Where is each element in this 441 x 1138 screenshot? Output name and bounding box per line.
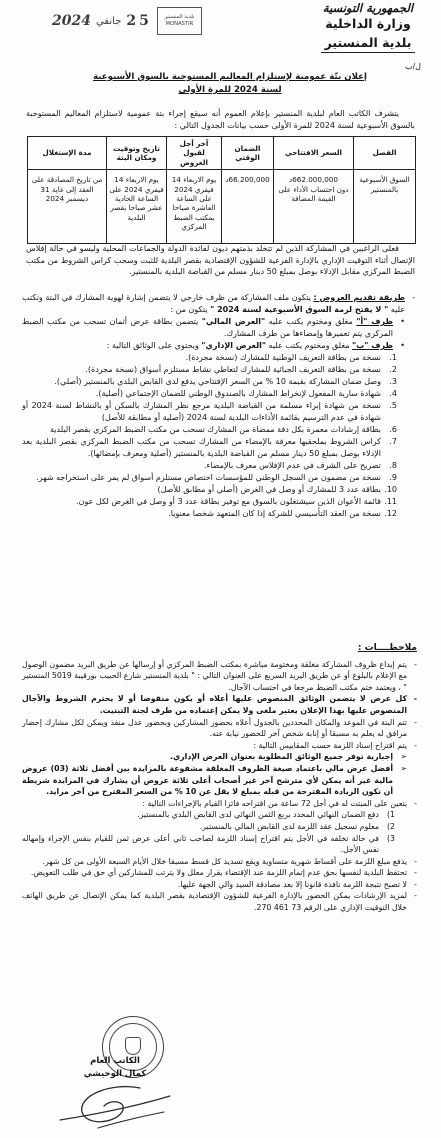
notes-section (22, 643, 417, 914)
column-header-auction: تاريخ وتوقيت ومكان البتة (107, 137, 167, 170)
intro-paragraph: يتشرف الكاتب العام لبلدية المنستير بإعلام العموم أنه سيقع إجراء بتة عمومية لاستلزام المعاليم المستوجبة بالسوق الأسبوعية لسنة 2024 للمرة الأولى حسب بيانات الجدول التالي : (26, 109, 415, 130)
note-text: لمزيد الإرشادات يمكن الحضور بالإدارة الفرعية للشؤون الإقتصادية بقصر البلدية كما يمكن الإتصال عن طريق الهاتف خلال التوقيت الإداري على الرقم 73 461 270. (22, 891, 407, 913)
item-text: بطاقة عدد 3 للمشارك أو وصل في الغرض (أصلي أو مطابق للأصل) (157, 485, 381, 494)
item-text: نسخة من العقد التأسيسي للشركة إذا كان المتعهد شخصا معنويا. (168, 509, 381, 518)
document-item (22, 376, 415, 388)
document-item (22, 472, 415, 484)
item-text: وصل ضمان المشاركة بقيمة 10 % من السعر الإفتتاحي يدفع لدى القابض البلدي بالمنستير (أصلي). (54, 377, 381, 386)
arrow-icon: ➢ (400, 763, 407, 773)
signatory-title: الكاتب العام (90, 1056, 140, 1066)
envelope-b-label: ظرف "ب" (352, 341, 393, 350)
cell-opening-price (274, 170, 354, 244)
stamp-org: بلدية المنستير (164, 14, 195, 20)
note-text: يتعين على المبتت له في أجل 72 ساعة من اقتراحه فائزا القيام بالإجراءات التالية : (142, 798, 407, 808)
letterhead (299, 1, 437, 53)
item-number: 3. (389, 377, 397, 386)
document-item (22, 364, 415, 376)
item-number: 11. (384, 497, 397, 506)
item-number: 12. (384, 509, 397, 518)
dash-marker: - (414, 659, 417, 669)
arrow-icon: ➢ (400, 752, 407, 762)
document-item (22, 400, 415, 424)
step-number: 3) (386, 833, 395, 843)
eligibility-paragraph: فعلى الراغبين في المشاركة الذين لم تتخلد بذمتهم ديون لفائدة الدولة والجماعات المحلية وليسو في حالة إفلاس الإتصال أثناء التوقيت الإداري بالإدارة الفرعية للشؤون الإقتصادية بقصر البلدية للثبت وسحب كراس الشروط من مكتب الضبط المركزي مقابل الإدلاء بوصل بمبلغ 50 دينار مسلم من القباضة البلدية بالمنستير. (26, 244, 415, 277)
dash-marker: - (414, 798, 417, 808)
envelope-a-tail: يتضمن بطاقة عرض أثمان تسحب من مكتب الضبط المركزي يتم تعميرها وإمضاءها من طرف المشارك. (22, 317, 393, 338)
procedure-step (22, 809, 417, 821)
dash-marker: - (414, 879, 417, 889)
procedure-step (22, 833, 417, 856)
column-header-opening-price: السعر الافتتاحي (274, 137, 354, 170)
notes-heading: ملاحظــــات : (357, 643, 417, 653)
submission-tail: يتكون من : (170, 305, 208, 314)
step-number: 1) (386, 810, 395, 820)
table-header-row (28, 137, 416, 170)
step-number: 2) (386, 821, 395, 831)
column-header-guarantee: الضمان الوقتي (222, 137, 274, 170)
cell-auction: يوم الاربعاء 14 فيفري 2024 على الساعة الحادية عشر صباحا بقصر البلدية (107, 170, 167, 244)
signatory-name: كمال الوحيشي (83, 1069, 147, 1079)
item-text: بطاقة إرشادات معمرة بكل دقة ممضاة من المشارك تسحب من مكتب الضبط المركزي بقصر البلدية (50, 425, 381, 434)
item-number: 10. (384, 485, 397, 494)
item-text: تصريح على الشرف في عدم الإفلاس معرف بالإمضاء. (204, 461, 381, 470)
note-text: تحتفظ البلدية لنفسها بحق عدم إتمام اللزمة عند الإقتضاء بقرار معلل ولا يترتب للمشاركين أي حق في طلب التعويض. (30, 868, 407, 878)
note-text: يتم إيداع ظروف المشاركة مغلقة ومختومة مباشرة بمكتب الضبط المركزي أو إرسالها عن طريق البريد مضمون الوصول مع الإعلام بالبلوغ أو عن طريق البريد السريع على العنوان التالي : " بلدية المنستير شارع الحبيب بورقيبة 5019 المنستير " ، ويعتمد ختم مكتب الضبط مرجعا في احتساب الآجال. (22, 659, 408, 692)
item-number: 5. (389, 401, 397, 410)
item-text: كراس الشروط بملحقيها معرفة بالإمضاء من المشارك تسحب من مكتب الضبط المركزي بقصر البلدية بعد الإدلاء بوصل بمبلغ 50 دينار مسلم من القباضة البلدية بالمنستير (أصلية ومعرف بإمضائها). (22, 437, 381, 458)
item-number: 1. (389, 353, 397, 362)
document-item (22, 508, 415, 520)
item-number: 8. (389, 461, 397, 470)
dash-marker: - (414, 856, 417, 866)
reference-code: ل/ب (404, 62, 421, 71)
notice-title (55, 71, 405, 97)
document-item (22, 424, 415, 436)
title-line-1: إعلان بتّة عمومية لإستلزام المعاليم المستوجبة بالسوق الأسبوعية (93, 72, 367, 82)
item-text: نسخة من بطاقة التعريف الجبائية للمشارك لتعاطي نشاط مستلزم أسواق (نسخة مجردة). (85, 365, 381, 374)
guarantee-value: 66.200,000د (225, 175, 270, 185)
ministry-name: وزارة الداخلية (325, 16, 411, 31)
handwritten-signature (52, 1082, 178, 1132)
note-item (22, 740, 417, 752)
criteria-text: أفضل عرض مالي باعتماد صيغة الظروف المغلقة مشفوعة بالمزايدة بين أفضل ثلاثة (03) عروض مالية غير أنه يمكن لأي مترشح آخر غير أصحاب أعلى ثلاثة عروض أن يشارك في المزايدة شريطة أن تكون الزيادة المقترحة من قبله بمبلغ لا يقل عن 10 % من السعر المقترح من آخر مزايد. (22, 763, 393, 797)
tender-table (27, 136, 416, 244)
opening-price-value: 662.000,000د (289, 175, 338, 185)
step-text: معلوم تسجيل عقد اللزمة لدى القابض المالي بالمنستير. (199, 821, 379, 831)
criteria-text: إجبارية توفر جميع الوثائق المطلوبة بعنوان العرض الإداري. (170, 752, 393, 762)
note-item (22, 717, 417, 740)
column-header-deadline: آخر أجل لقبول العروض (167, 137, 222, 170)
step-text: دفع الضمان النهائي المحدد بربع الثمن النهائي لدى القابض البلدي بالمنستير. (137, 810, 379, 820)
document-item (22, 496, 415, 508)
opening-price-note: دون احتساب الأداء على القيمة المضافة (278, 184, 349, 204)
dash-marker: - (413, 694, 417, 704)
item-text: نسخة من بطاقة التعريف الوطنية للمشارك (نسخة مجردة). (185, 353, 381, 362)
submission-section (22, 292, 415, 520)
envelope-b (22, 340, 415, 352)
cell-duration: من تاريخ المصادقة على العقد إلى غاية 31 ديسمبر 2024 (28, 170, 107, 244)
note-text: يتم اقتراح إسناد اللزمة حسب المقاييس التالية : (253, 740, 407, 750)
dash-marker: - (414, 868, 417, 878)
note-item (22, 867, 417, 879)
signatory-block (65, 1055, 165, 1081)
cell-deadline: يوم الاربعاء 14 فيفري 2024 على الساعة العاشرة صباحا بمكتب الضبط المركزي (167, 170, 222, 244)
item-text: نسخة من شهادة إبراء مسلمة من القباضة البلدية مرجع نظر المشارك بالسكن أو بالنشاط لسنة 2024 أو شهادة في عدم الترسيم بقائمة الأداءات البلدية لسنة 2024 (أصلية أو مطابقة للأصل) (22, 401, 381, 422)
title-line-2: لسنة 2024 للمرة الأولى (178, 85, 282, 95)
submission-text: يتكون ملف المشاركة من ظرف خارجي لا يتضمن إشارة لهوية المشارك في البتة ونكتب عليه (22, 293, 405, 314)
item-number: 7. (389, 437, 397, 446)
envelope-a-text: مغلق ومختوم يكتب عليه (268, 317, 353, 326)
cell-chapter: السوق الأسبوعية بالمنستير (354, 170, 416, 244)
column-header-duration: مدة الإستغلال (28, 137, 107, 170)
note-item (22, 856, 417, 868)
stamp-day: 25 (126, 13, 152, 29)
reception-date-stamp (52, 6, 202, 36)
item-number: 4. (389, 389, 397, 398)
procedure-step (22, 821, 417, 833)
envelope-b-tag: "العرض الإداري" (201, 341, 266, 350)
dash-marker: - (414, 740, 417, 750)
table-row (28, 170, 416, 244)
stamp-month: جانفي (95, 15, 122, 27)
dash-marker: - (414, 891, 417, 901)
cell-guarantee (222, 170, 274, 244)
item-text: قائمة الأعوان الذين سيشتغلون بالسوق مع توفير بطاقة عدد 3 أو وصل في الغرض لكل عون. (76, 497, 381, 506)
municipality-name: بلدية المنستير (321, 35, 416, 53)
document-item (22, 352, 415, 364)
item-number: 2. (389, 365, 397, 374)
envelope-a-label: ظرف "أ" (356, 317, 394, 326)
dash-marker: - (412, 293, 415, 302)
note-text: تتم البتة في الموعد والمكان المحددين بالجدول أعلاه بحضور المشاركين وبحضور عدل منفذ ويمكن لكل مشارك إحضار مرافق له يعلم به مسبقا أو إنابة شخص آخر للحضور نيابة عنه. (22, 717, 407, 739)
note-text: يدفع مبلغ اللزمة على أقساط شهرية متساوية ويقع تسديد كل قسط مسبقا خلال الأيام السبعة الأولى من كل شهر. (42, 856, 407, 866)
document-item (22, 484, 415, 496)
step-text: في حالة تخلفه في الأجل يتم اقتراح إسناد اللزمة لصاحب ثاني أعلى عرض ثمن للقيام بنفس الإجراء وإمهاله نفس الأجل. (22, 833, 379, 855)
item-number: 6. (389, 425, 397, 434)
note-text: لا تصبح نتيجة اللزمة نافذة قانونا إلا بعد مصادقة السيد والي الجهة عليها. (177, 879, 407, 889)
item-number: 9. (389, 473, 397, 482)
document-item (22, 436, 415, 460)
note-item (22, 659, 417, 694)
document-item (22, 388, 415, 400)
bullet-marker: • (400, 341, 405, 350)
criteria-item (22, 763, 417, 798)
dash-marker: - (414, 717, 417, 727)
envelope-a (22, 316, 415, 340)
note-item (22, 798, 417, 810)
note-item (22, 693, 417, 716)
submission-label: طريقة تقديم العروض : (313, 293, 406, 302)
criteria-item (22, 751, 417, 763)
stamp-org-latin: MONASTIR (165, 21, 194, 27)
note-text: كل عرض لا يتضمن الوثائق المنصوص عليها أعلاه أو يكون منقوصا أو لا يحترم الشروط والآجال المنصوص عليها بهذا الإعلان يعتبر ملغى ولا يمكن إعتماده من طرف لجنة التبتيت. (22, 694, 407, 715)
item-text: نسخة من مضمون من السجل الوطني للمؤسسات اختصاص مستلزم أسواق لم يمر على استخراجه شهر. (36, 473, 381, 482)
bullet-marker: • (400, 317, 405, 326)
envelope-b-tail: ويحتوي على الوثائق التالية : (106, 341, 199, 350)
envelope-a-tag: "العرض المالي" (201, 317, 266, 326)
item-text: شهادة سارية المفعول لإنخراط المشارك بالصندوق الوطني للضمان الإجتماعي (أصلية). (95, 389, 381, 398)
document-item (22, 460, 415, 472)
column-header-chapter: الفصل (354, 137, 416, 170)
note-item (22, 879, 417, 891)
submission-method (22, 292, 415, 316)
seal-emblem-icon (125, 1037, 141, 1055)
note-item (22, 890, 417, 913)
outer-envelope-mark: " لا يفتح لزمة السوق الأسبوعية لسنة 2024 " (210, 305, 389, 314)
envelope-b-text: مغلق ومختوم يكتب عليه (268, 341, 350, 350)
republic-name: الجمهورية التونسية (322, 1, 414, 15)
stamp-year: 2024 (52, 13, 91, 29)
registry-stamp-box (157, 7, 202, 35)
